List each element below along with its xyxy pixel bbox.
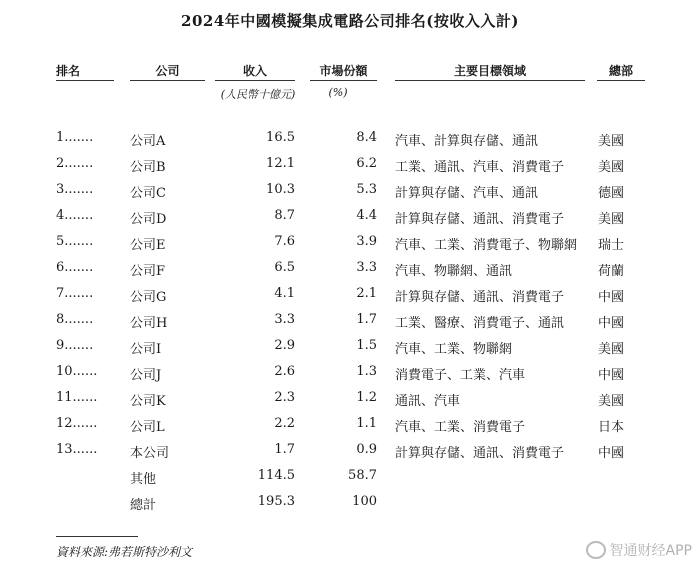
header-rule-share <box>310 80 377 81</box>
cell-share: 8.4 <box>356 130 377 145</box>
header-rule-company <box>130 80 205 81</box>
cell-company: 公司H <box>130 316 168 331</box>
header-rule-areas <box>395 80 585 81</box>
cell-share: 5.3 <box>356 182 377 197</box>
cell-rank: 9....... <box>56 338 94 353</box>
cell-revenue: 1.7 <box>274 442 295 457</box>
unit-share: (%) <box>328 86 348 99</box>
cell-company: 公司B <box>130 160 166 175</box>
header-rank: 排名 <box>56 64 81 78</box>
table-row <box>0 234 700 260</box>
cell-share: 1.2 <box>356 390 377 405</box>
source-rule <box>56 536 138 537</box>
table-row <box>0 338 700 364</box>
header-areas: 主要目標領域 <box>453 64 526 78</box>
header-rule-rank <box>56 80 114 81</box>
cell-rank: 12...... <box>56 416 98 431</box>
cell-company: 公司D <box>130 212 167 227</box>
cell-areas: 汽車、工業、物聯網 <box>395 342 513 357</box>
cell-rank: 11...... <box>56 390 98 405</box>
header-company: 公司 <box>155 64 180 78</box>
cell-share: 58.7 <box>348 468 377 483</box>
cell-rank: 13...... <box>56 442 98 457</box>
cell-areas: 汽車、計算與存儲、通訊 <box>395 134 539 149</box>
cell-revenue: 10.3 <box>266 182 295 197</box>
cell-share: 1.3 <box>356 364 377 379</box>
cell-revenue: 4.1 <box>274 286 295 301</box>
page-title: 2024年中國模擬集成電路公司排名(按收入入計) <box>181 12 519 30</box>
cell-rank: 5....... <box>56 234 94 249</box>
cell-revenue: 114.5 <box>257 468 295 483</box>
header-hq: 總部 <box>608 64 633 78</box>
header-rule-revenue <box>215 80 295 81</box>
cell-revenue: 3.3 <box>274 312 295 327</box>
cell-hq: 美國 <box>598 134 625 149</box>
cell-share: 100 <box>352 494 377 509</box>
cell-areas: 計算與存儲、通訊、消費電子 <box>395 290 565 305</box>
cell-company: 總計 <box>130 498 157 513</box>
watermark <box>586 540 692 560</box>
cell-revenue: 2.9 <box>274 338 295 353</box>
cell-share: 0.9 <box>356 442 377 457</box>
cell-areas: 汽車、工業、消費電子 <box>395 420 526 435</box>
cell-share: 4.4 <box>356 208 377 223</box>
cell-company: 其他 <box>130 472 157 487</box>
table-row <box>0 416 700 442</box>
cell-rank: 7....... <box>56 286 94 301</box>
cell-hq: 荷蘭 <box>598 264 625 279</box>
cell-areas: 工業、通訊、汽車、消費電子 <box>395 160 565 175</box>
unit-revenue: (人民幣十億元) <box>220 88 296 101</box>
cell-revenue: 8.7 <box>274 208 295 223</box>
cell-company: 公司J <box>130 368 162 383</box>
cell-hq: 中國 <box>598 290 625 305</box>
cell-rank: 1....... <box>56 130 94 145</box>
cell-share: 3.9 <box>356 234 377 249</box>
cell-hq: 美國 <box>598 160 625 175</box>
cell-areas: 計算與存儲、通訊、消費電子 <box>395 446 565 461</box>
cell-share: 6.2 <box>356 156 377 171</box>
cell-company: 公司K <box>130 394 166 409</box>
cell-revenue: 7.6 <box>274 234 295 249</box>
cell-rank: 6....... <box>56 260 94 275</box>
cell-company: 公司C <box>130 186 166 201</box>
header-revenue: 收入 <box>242 64 267 78</box>
watermark-text: 智通财经APP <box>609 543 692 559</box>
cell-hq: 美國 <box>598 342 625 357</box>
cell-revenue: 12.1 <box>266 156 295 171</box>
table-row <box>0 156 700 182</box>
cell-company: 公司L <box>130 420 165 435</box>
cell-hq: 瑞士 <box>598 238 625 253</box>
cell-share: 3.3 <box>356 260 377 275</box>
table-row <box>0 312 700 338</box>
cell-rank: 4....... <box>56 208 94 223</box>
cell-company: 公司F <box>130 264 166 279</box>
cell-share: 1.1 <box>356 416 377 431</box>
cell-revenue: 16.5 <box>266 130 295 145</box>
cell-revenue: 2.3 <box>274 390 295 405</box>
table-row <box>0 494 700 520</box>
cell-hq: 中國 <box>598 316 625 331</box>
cell-company: 公司E <box>130 238 166 253</box>
cell-company: 公司I <box>130 342 162 357</box>
cell-areas: 消費電子、工業、汽車 <box>395 368 526 383</box>
table-row <box>0 364 700 390</box>
cell-areas: 工業、醫療、消費電子、通訊 <box>395 316 565 331</box>
cell-share: 2.1 <box>356 286 377 301</box>
table-row <box>0 130 700 156</box>
cell-areas: 汽車、物聯網、通訊 <box>395 264 513 279</box>
cell-share: 1.7 <box>356 312 377 327</box>
cell-company: 本公司 <box>130 446 170 461</box>
cell-revenue: 2.2 <box>274 416 295 431</box>
cell-rank: 10...... <box>56 364 98 379</box>
table-row <box>0 286 700 312</box>
cell-hq: 中國 <box>598 446 625 461</box>
source-note: 資料來源:弗若斯特沙利文 <box>56 545 193 559</box>
weibo-icon <box>586 541 606 559</box>
cell-areas: 通訊、汽車 <box>395 394 461 409</box>
cell-rank: 3....... <box>56 182 94 197</box>
cell-hq: 德國 <box>598 186 625 201</box>
table-row <box>0 208 700 234</box>
table-row <box>0 182 700 208</box>
table-row <box>0 468 700 494</box>
cell-company: 公司G <box>130 290 167 305</box>
header-share: 市場份額 <box>319 64 368 78</box>
table-row <box>0 390 700 416</box>
table-row <box>0 260 700 286</box>
cell-hq: 日本 <box>598 420 625 435</box>
cell-company: 公司A <box>130 134 166 149</box>
cell-areas: 計算與存儲、通訊、消費電子 <box>395 212 565 227</box>
cell-hq: 美國 <box>598 394 625 409</box>
cell-rank: 2....... <box>56 156 94 171</box>
table-row <box>0 442 700 468</box>
cell-revenue: 6.5 <box>274 260 295 275</box>
header-rule-hq <box>597 80 645 81</box>
cell-revenue: 195.3 <box>257 494 295 509</box>
cell-share: 1.5 <box>356 338 377 353</box>
cell-rank: 8....... <box>56 312 94 327</box>
cell-hq: 中國 <box>598 368 625 383</box>
cell-areas: 汽車、工業、消費電子、物聯網 <box>395 238 578 253</box>
cell-revenue: 2.6 <box>274 364 295 379</box>
cell-areas: 計算與存儲、汽車、通訊 <box>395 186 539 201</box>
cell-hq: 美國 <box>598 212 625 227</box>
